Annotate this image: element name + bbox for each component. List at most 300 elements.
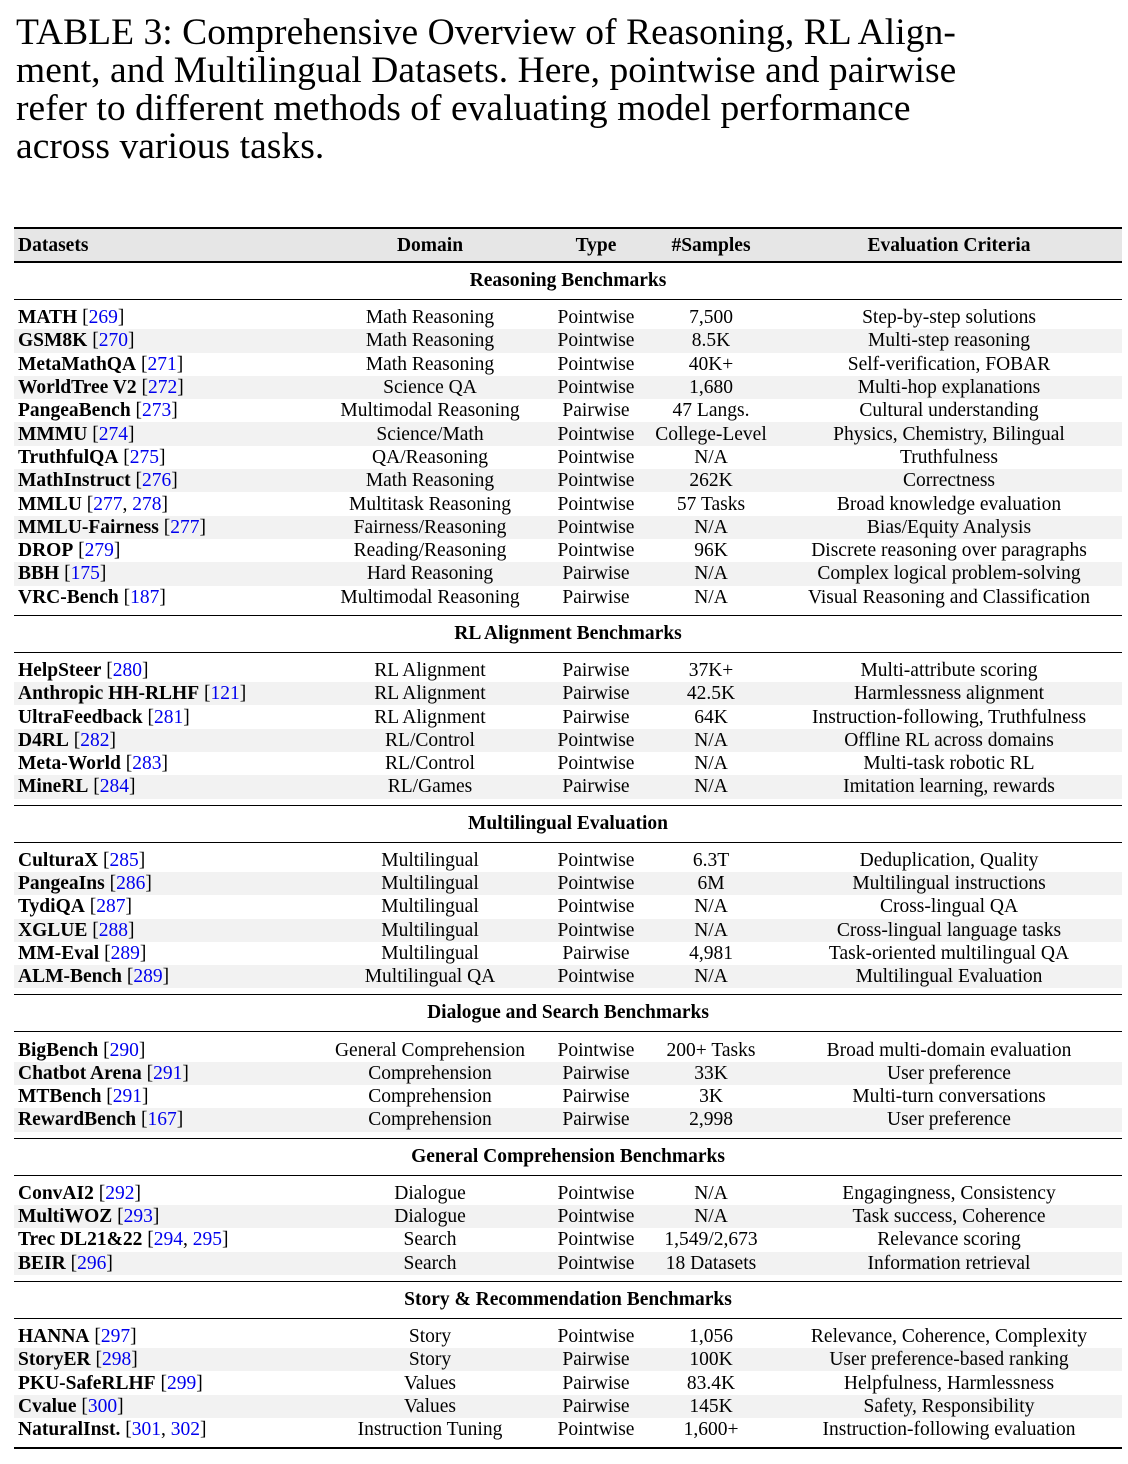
- citation-link[interactable]: 302: [170, 1419, 201, 1441]
- dataset-cell: [14, 942, 314, 965]
- samples-cell: 1,600+: [683, 1419, 739, 1441]
- citation-link[interactable]: 297: [100, 1325, 131, 1347]
- criteria-cell: Cross-lingual language tasks: [776, 919, 1122, 942]
- samples-cell: 200+ Tasks: [666, 1039, 756, 1061]
- table-caption: [16, 14, 1122, 166]
- citation-link[interactable]: 187: [130, 586, 160, 608]
- dataset-cell: [14, 729, 314, 752]
- domain-cell: Math Reasoning: [314, 469, 546, 492]
- samples-cell: 145K: [646, 1395, 776, 1418]
- citation-bracket: ]: [129, 776, 136, 798]
- type-cell: Pairwise: [562, 660, 630, 681]
- dataset-name: PangeaIns: [18, 873, 105, 895]
- table-row: [14, 1371, 1122, 1394]
- citation-link[interactable]: 275: [129, 446, 160, 468]
- samples-cell: 1,549/2,673: [664, 1229, 758, 1251]
- dataset-cell: [14, 1418, 314, 1441]
- domain-cell: Math Reasoning: [314, 329, 546, 352]
- criteria-cell: Multi-turn conversations: [852, 1086, 1046, 1108]
- citation-bracket: ]: [159, 446, 166, 468]
- domain-cell: General Comprehension: [334, 1039, 526, 1061]
- section-title: Dialogue and Search Benchmarks: [14, 995, 1122, 1032]
- samples-cell: 6.3T: [692, 849, 730, 871]
- citation-bracket: [: [125, 753, 133, 775]
- criteria-cell: Instruction-following, Truthfulness: [811, 706, 1087, 728]
- citation-bracket: ]: [239, 683, 247, 705]
- citation-bracket: [: [147, 706, 154, 728]
- samples-cell: 2,998: [646, 1108, 776, 1131]
- dataset-cell: [14, 329, 314, 352]
- criteria-cell: Information retrieval: [776, 1252, 1122, 1275]
- dataset-cell: [14, 1108, 314, 1131]
- citation-bracket: [: [106, 660, 113, 681]
- domain-cell: Multilingual: [381, 849, 479, 871]
- citation-link[interactable]: 272: [148, 377, 178, 399]
- type-cell: Pointwise: [557, 493, 635, 515]
- citation-bracket: [: [135, 470, 143, 492]
- dataset-name: ConvAI2: [18, 1182, 94, 1204]
- citation-link[interactable]: 293: [123, 1206, 153, 1228]
- citation-bracket: [: [109, 873, 117, 895]
- dataset-cell: [14, 1175, 314, 1205]
- header-type: Type: [546, 228, 646, 262]
- citation-bracket: ]: [196, 1372, 203, 1394]
- criteria-cell: Helpfulness, Harmlessness: [843, 1372, 1055, 1394]
- citation-link[interactable]: 281: [153, 706, 184, 728]
- dataset-name: BigBench: [18, 1039, 99, 1061]
- dataset-cell: [14, 705, 314, 728]
- citation-bracket: [: [123, 586, 131, 608]
- citation-link[interactable]: 288: [98, 919, 128, 941]
- dataset-cell: [14, 652, 314, 682]
- table-row: [14, 1395, 1122, 1418]
- datasets-table-container: [14, 227, 1122, 1449]
- criteria-cell: Relevance, Coherence, Complexity: [810, 1325, 1088, 1347]
- citation-bracket: ]: [142, 660, 149, 681]
- dataset-cell: [14, 775, 314, 798]
- dataset-cell: [14, 895, 314, 918]
- criteria-cell: Truthfulness: [900, 446, 998, 468]
- table-row: [14, 1228, 1122, 1251]
- criteria-cell: Multi-step reasoning: [776, 329, 1122, 352]
- dataset-name: TruthfulQA: [18, 446, 119, 468]
- citation-link[interactable]: 284: [99, 776, 130, 798]
- datasets-table: [14, 227, 1122, 1449]
- table-row: [14, 872, 1122, 895]
- type-cell: Pairwise: [546, 1395, 646, 1418]
- type-cell: Pointwise: [546, 965, 646, 988]
- criteria-cell: User preference-based ranking: [776, 1348, 1122, 1371]
- dataset-name: GSM8K: [18, 330, 88, 352]
- samples-cell: 33K: [646, 1062, 776, 1085]
- citation-link[interactable]: 291: [153, 1062, 183, 1084]
- citation-bracket: ]: [162, 966, 170, 988]
- citation-link[interactable]: 294: [153, 1229, 184, 1251]
- dataset-name: D4RL: [18, 729, 69, 751]
- type-cell: Pairwise: [562, 1372, 630, 1394]
- citation-bracket: ]: [99, 563, 107, 585]
- table-row: [14, 300, 1122, 330]
- table-row: [14, 1062, 1122, 1085]
- citation-bracket: [: [123, 446, 130, 468]
- dataset-cell: [14, 1062, 314, 1085]
- dataset-cell: [14, 586, 314, 609]
- criteria-cell: User preference: [776, 1108, 1122, 1131]
- citation-link[interactable]: 283: [132, 753, 162, 775]
- dataset-name: StoryER: [18, 1349, 91, 1371]
- citation-bracket: [: [81, 1395, 88, 1417]
- type-cell: Pairwise: [562, 942, 630, 964]
- samples-cell: 8.5K: [646, 329, 776, 352]
- citation-link[interactable]: 271: [147, 353, 177, 375]
- table-row: [14, 446, 1122, 469]
- dataset-cell: [14, 539, 314, 562]
- samples-cell: N/A: [694, 1182, 728, 1204]
- dataset-name: MathInstruct: [18, 470, 131, 492]
- domain-cell: Multilingual: [381, 942, 479, 964]
- citation-bracket: ]: [182, 1062, 189, 1084]
- citation-bracket: [: [106, 1086, 113, 1108]
- citation-link[interactable]: 290: [109, 1039, 139, 1061]
- section-title: Reasoning Benchmarks: [14, 262, 1122, 300]
- dataset-cell: [14, 1085, 314, 1108]
- samples-cell: 7,500: [689, 307, 733, 329]
- criteria-cell: Cross-lingual QA: [879, 896, 1019, 918]
- citation-bracket: [: [147, 1229, 154, 1251]
- domain-cell: Multilingual: [314, 919, 546, 942]
- type-cell: Pairwise: [546, 775, 646, 798]
- citation-link[interactable]: 175: [70, 563, 100, 585]
- dataset-name: ALM-Bench: [18, 966, 122, 988]
- citation-link[interactable]: 289: [110, 942, 140, 964]
- dataset-name: Trec DL21&22: [18, 1229, 143, 1251]
- citation-bracket: ]: [152, 1206, 160, 1228]
- citation-link[interactable]: 269: [88, 307, 118, 329]
- type-cell: Pairwise: [546, 1062, 646, 1085]
- type-cell: Pairwise: [546, 682, 646, 705]
- citation-link[interactable]: 292: [105, 1182, 135, 1204]
- dataset-cell: [14, 682, 314, 705]
- citation-link[interactable]: 279: [84, 540, 114, 562]
- dataset-cell: [14, 492, 314, 515]
- domain-cell: QA/Reasoning: [372, 446, 488, 468]
- criteria-cell: Broad multi-domain evaluation: [826, 1039, 1072, 1061]
- samples-cell: 37K+: [688, 660, 734, 681]
- citation-link[interactable]: 286: [116, 873, 146, 895]
- citation-link[interactable]: 280: [112, 660, 143, 681]
- citation-bracket: ]: [176, 1109, 184, 1131]
- criteria-cell: Engagingness, Consistency: [842, 1182, 1056, 1204]
- citation-link[interactable]: 277: [170, 516, 200, 538]
- type-cell: Pointwise: [546, 1205, 646, 1228]
- header-domain: Domain: [314, 228, 546, 262]
- type-cell: Pointwise: [557, 353, 635, 375]
- dataset-name: WorldTree V2: [18, 377, 137, 399]
- samples-cell: 6M: [646, 872, 776, 895]
- table-header-row: [14, 228, 1122, 262]
- citation-link[interactable]: 289: [133, 966, 163, 988]
- type-cell: Pointwise: [546, 422, 646, 445]
- citation-link[interactable]: 296: [77, 1252, 107, 1274]
- table-row: [14, 705, 1122, 728]
- table-row: [14, 562, 1122, 585]
- samples-cell: N/A: [694, 753, 728, 775]
- criteria-cell: User preference: [776, 1062, 1122, 1085]
- dataset-name: HANNA: [18, 1325, 90, 1347]
- citation-link[interactable]: 270: [98, 330, 128, 352]
- citation-link[interactable]: 285: [109, 849, 139, 871]
- table-row: [14, 1085, 1122, 1108]
- table-row: [14, 1175, 1122, 1205]
- type-cell: Pointwise: [557, 307, 635, 329]
- citation-link[interactable]: 300: [87, 1395, 118, 1417]
- samples-cell: 3K: [699, 1086, 723, 1108]
- type-cell: Pairwise: [546, 1108, 646, 1131]
- type-cell: Pointwise: [557, 1039, 635, 1061]
- citation-link[interactable]: 167: [147, 1109, 177, 1131]
- domain-cell: Hard Reasoning: [314, 562, 546, 585]
- section-title: General Comprehension Benchmarks: [14, 1138, 1122, 1175]
- samples-cell: College-Level: [646, 422, 776, 445]
- table-row: [14, 586, 1122, 609]
- domain-cell: Search: [403, 1229, 457, 1251]
- samples-cell: 96K: [694, 540, 728, 562]
- citation-bracket: [: [92, 919, 99, 941]
- citation-bracket: ]: [117, 307, 125, 329]
- criteria-cell: Physics, Chemistry, Bilingual: [776, 422, 1122, 445]
- caption-line: ment, and Multilingual Datasets. Here, pointwise and pairwise: [16, 50, 957, 91]
- criteria-cell: Harmlessness alignment: [776, 682, 1122, 705]
- domain-cell: Science QA: [314, 376, 546, 399]
- rule: [14, 1441, 1122, 1448]
- citation-link[interactable]: 295: [192, 1229, 223, 1251]
- dataset-name: MMMU: [18, 423, 88, 445]
- table-row: [14, 492, 1122, 515]
- criteria-cell: Correctness: [776, 469, 1122, 492]
- citation-bracket: [: [135, 400, 143, 422]
- citation-bracket: ]: [177, 377, 184, 399]
- type-cell: Pointwise: [557, 1325, 635, 1347]
- samples-cell: 64K: [694, 706, 728, 728]
- citation-link[interactable]: 282: [80, 729, 110, 751]
- type-cell: Pointwise: [546, 376, 646, 399]
- domain-cell: Story: [408, 1325, 452, 1347]
- type-cell: Pointwise: [546, 469, 646, 492]
- citation-bracket: ]: [109, 729, 117, 751]
- dataset-name: PKU-SafeRLHF: [18, 1372, 156, 1394]
- citation-bracket: ]: [176, 353, 184, 375]
- citation-bracket: ]: [161, 493, 169, 515]
- domain-cell: Multimodal Reasoning: [340, 586, 520, 608]
- samples-cell: N/A: [646, 516, 776, 539]
- citation-link[interactable]: 273: [142, 400, 172, 422]
- criteria-cell: Multi-attribute scoring: [860, 660, 1038, 681]
- table-row: [14, 1032, 1122, 1062]
- citation-bracket: [: [82, 307, 89, 329]
- criteria-cell: Multi-task robotic RL: [863, 753, 1035, 775]
- dataset-cell: [14, 965, 314, 988]
- citation-bracket: [: [160, 1372, 167, 1394]
- dataset-name: MATH: [18, 307, 78, 329]
- citation-link[interactable]: 291: [112, 1086, 143, 1108]
- domain-cell: Values: [314, 1395, 546, 1418]
- citation-bracket: [: [203, 683, 211, 705]
- citation-bracket: [: [126, 966, 134, 988]
- citation-bracket: [: [78, 540, 85, 562]
- table-row: [14, 1108, 1122, 1131]
- type-cell: Pointwise: [546, 729, 646, 752]
- domain-cell: Dialogue: [314, 1205, 546, 1228]
- domain-cell: Math Reasoning: [365, 307, 495, 329]
- criteria-cell: Discrete reasoning over paragraphs: [811, 540, 1087, 562]
- citation-bracket: [: [140, 1109, 148, 1131]
- dataset-name: HelpSteer: [18, 660, 102, 681]
- type-cell: Pointwise: [557, 849, 635, 871]
- citation-link[interactable]: 287: [96, 896, 126, 918]
- type-cell: Pairwise: [546, 1348, 646, 1371]
- citation-bracket: ]: [127, 330, 135, 352]
- citation-bracket: ]: [130, 1325, 137, 1347]
- dataset-cell: [14, 562, 314, 585]
- domain-cell: Reading/Reasoning: [353, 540, 507, 562]
- table-row: [14, 965, 1122, 988]
- samples-cell: N/A: [694, 896, 728, 918]
- citation-link[interactable]: 298: [101, 1349, 132, 1371]
- dataset-cell: [14, 422, 314, 445]
- citation-link[interactable]: 276: [142, 470, 172, 492]
- domain-cell: Comprehension: [368, 1086, 492, 1108]
- citation-bracket: ]: [171, 400, 178, 422]
- criteria-cell: Instruction-following evaluation: [822, 1419, 1076, 1441]
- citation-bracket: [: [92, 330, 99, 352]
- citation-bracket: ]: [138, 849, 146, 871]
- table-row: [14, 399, 1122, 422]
- table-row: [14, 353, 1122, 376]
- citation-bracket: ]: [138, 1039, 146, 1061]
- type-cell: Pointwise: [557, 896, 635, 918]
- citation-bracket: ]: [159, 586, 166, 608]
- criteria-cell: Multilingual Evaluation: [776, 965, 1122, 988]
- citation-bracket: [: [117, 1206, 124, 1228]
- dataset-name: DROP: [18, 540, 74, 562]
- type-cell: Pointwise: [546, 872, 646, 895]
- table-row: [14, 919, 1122, 942]
- citation-link[interactable]: 277: [93, 493, 123, 515]
- dataset-cell: [14, 872, 314, 895]
- dataset-cell: [14, 1395, 314, 1418]
- criteria-cell: Relevance scoring: [877, 1229, 1021, 1251]
- samples-cell: N/A: [646, 562, 776, 585]
- type-cell: Pairwise: [562, 1086, 630, 1108]
- dataset-cell: [14, 1318, 314, 1348]
- citation-bracket: ]: [117, 1395, 124, 1417]
- type-cell: Pairwise: [562, 400, 630, 422]
- dataset-name: MMLU: [18, 493, 82, 515]
- criteria-cell: Bias/Equity Analysis: [776, 516, 1122, 539]
- citation-bracket: [: [89, 896, 97, 918]
- citation-link[interactable]: 299: [166, 1372, 197, 1394]
- citation-link[interactable]: 301: [131, 1419, 162, 1441]
- citation-bracket: [: [98, 1182, 106, 1204]
- section-end-rule: [14, 1441, 1122, 1448]
- dataset-name: XGLUE: [18, 919, 88, 941]
- dataset-cell: [14, 842, 314, 872]
- dataset-cell: [14, 469, 314, 492]
- citation-bracket: [: [163, 516, 171, 538]
- citation-separator: ,: [122, 493, 133, 515]
- dataset-cell: [14, 1228, 314, 1251]
- samples-cell: N/A: [646, 919, 776, 942]
- table-row: [14, 469, 1122, 492]
- table-row: [14, 422, 1122, 445]
- citation-bracket: [: [94, 1325, 101, 1347]
- type-cell: Pointwise: [557, 1229, 635, 1251]
- domain-cell: Multilingual: [381, 896, 479, 918]
- dataset-name: MultiWOZ: [18, 1206, 113, 1228]
- dataset-name: Chatbot Arena: [18, 1062, 142, 1084]
- table-row: [14, 942, 1122, 965]
- citation-bracket: ]: [139, 942, 147, 964]
- samples-cell: 83.4K: [686, 1372, 736, 1394]
- domain-cell: RL Alignment: [374, 660, 486, 681]
- citation-bracket: ]: [199, 516, 206, 538]
- dataset-name: MMLU-Fairness: [18, 516, 159, 538]
- samples-cell: N/A: [646, 729, 776, 752]
- header-datasets: Datasets: [14, 228, 314, 262]
- domain-cell: Multilingual QA: [314, 965, 546, 988]
- header-samples: #Samples: [646, 228, 776, 262]
- dataset-cell: [14, 1205, 314, 1228]
- section-title: Multilingual Evaluation: [14, 805, 1122, 842]
- citation-bracket: ]: [113, 540, 121, 562]
- dataset-name: UltraFeedback: [18, 706, 143, 728]
- type-cell: Pointwise: [546, 919, 646, 942]
- samples-cell: N/A: [646, 1205, 776, 1228]
- dataset-cell: [14, 1348, 314, 1371]
- dataset-name: CulturaX: [18, 849, 99, 871]
- domain-cell: RL Alignment: [374, 706, 486, 728]
- table-row: [14, 775, 1122, 798]
- citation-link[interactable]: 278: [132, 493, 162, 515]
- caption-line: across various tasks.: [16, 126, 325, 167]
- criteria-cell: Visual Reasoning and Classification: [807, 586, 1091, 608]
- citation-bracket: [: [93, 776, 100, 798]
- citation-link[interactable]: 274: [98, 423, 128, 445]
- header-evaluation-criteria: Evaluation Criteria: [776, 228, 1122, 262]
- table-row: [14, 842, 1122, 872]
- citation-separator: ,: [183, 1229, 193, 1251]
- dataset-cell: [14, 399, 314, 422]
- dataset-name: BBH: [18, 563, 60, 585]
- citation-link[interactable]: 121: [210, 683, 240, 705]
- samples-cell: N/A: [694, 586, 728, 608]
- dataset-name: RewardBench: [18, 1109, 137, 1131]
- samples-cell: N/A: [646, 775, 776, 798]
- citation-bracket: ]: [183, 706, 190, 728]
- table-row: [14, 539, 1122, 562]
- type-cell: Pointwise: [557, 753, 635, 775]
- section-header-row: [14, 262, 1122, 300]
- type-cell: Pairwise: [562, 706, 630, 728]
- dataset-cell: [14, 1032, 314, 1062]
- citation-bracket: [: [146, 1062, 154, 1084]
- dataset-cell: [14, 376, 314, 399]
- dataset-name: Cvalue: [18, 1395, 77, 1417]
- domain-cell: Comprehension: [314, 1108, 546, 1131]
- citation-bracket: [: [92, 423, 99, 445]
- criteria-cell: Imitation learning, rewards: [776, 775, 1122, 798]
- section-header-row: [14, 615, 1122, 652]
